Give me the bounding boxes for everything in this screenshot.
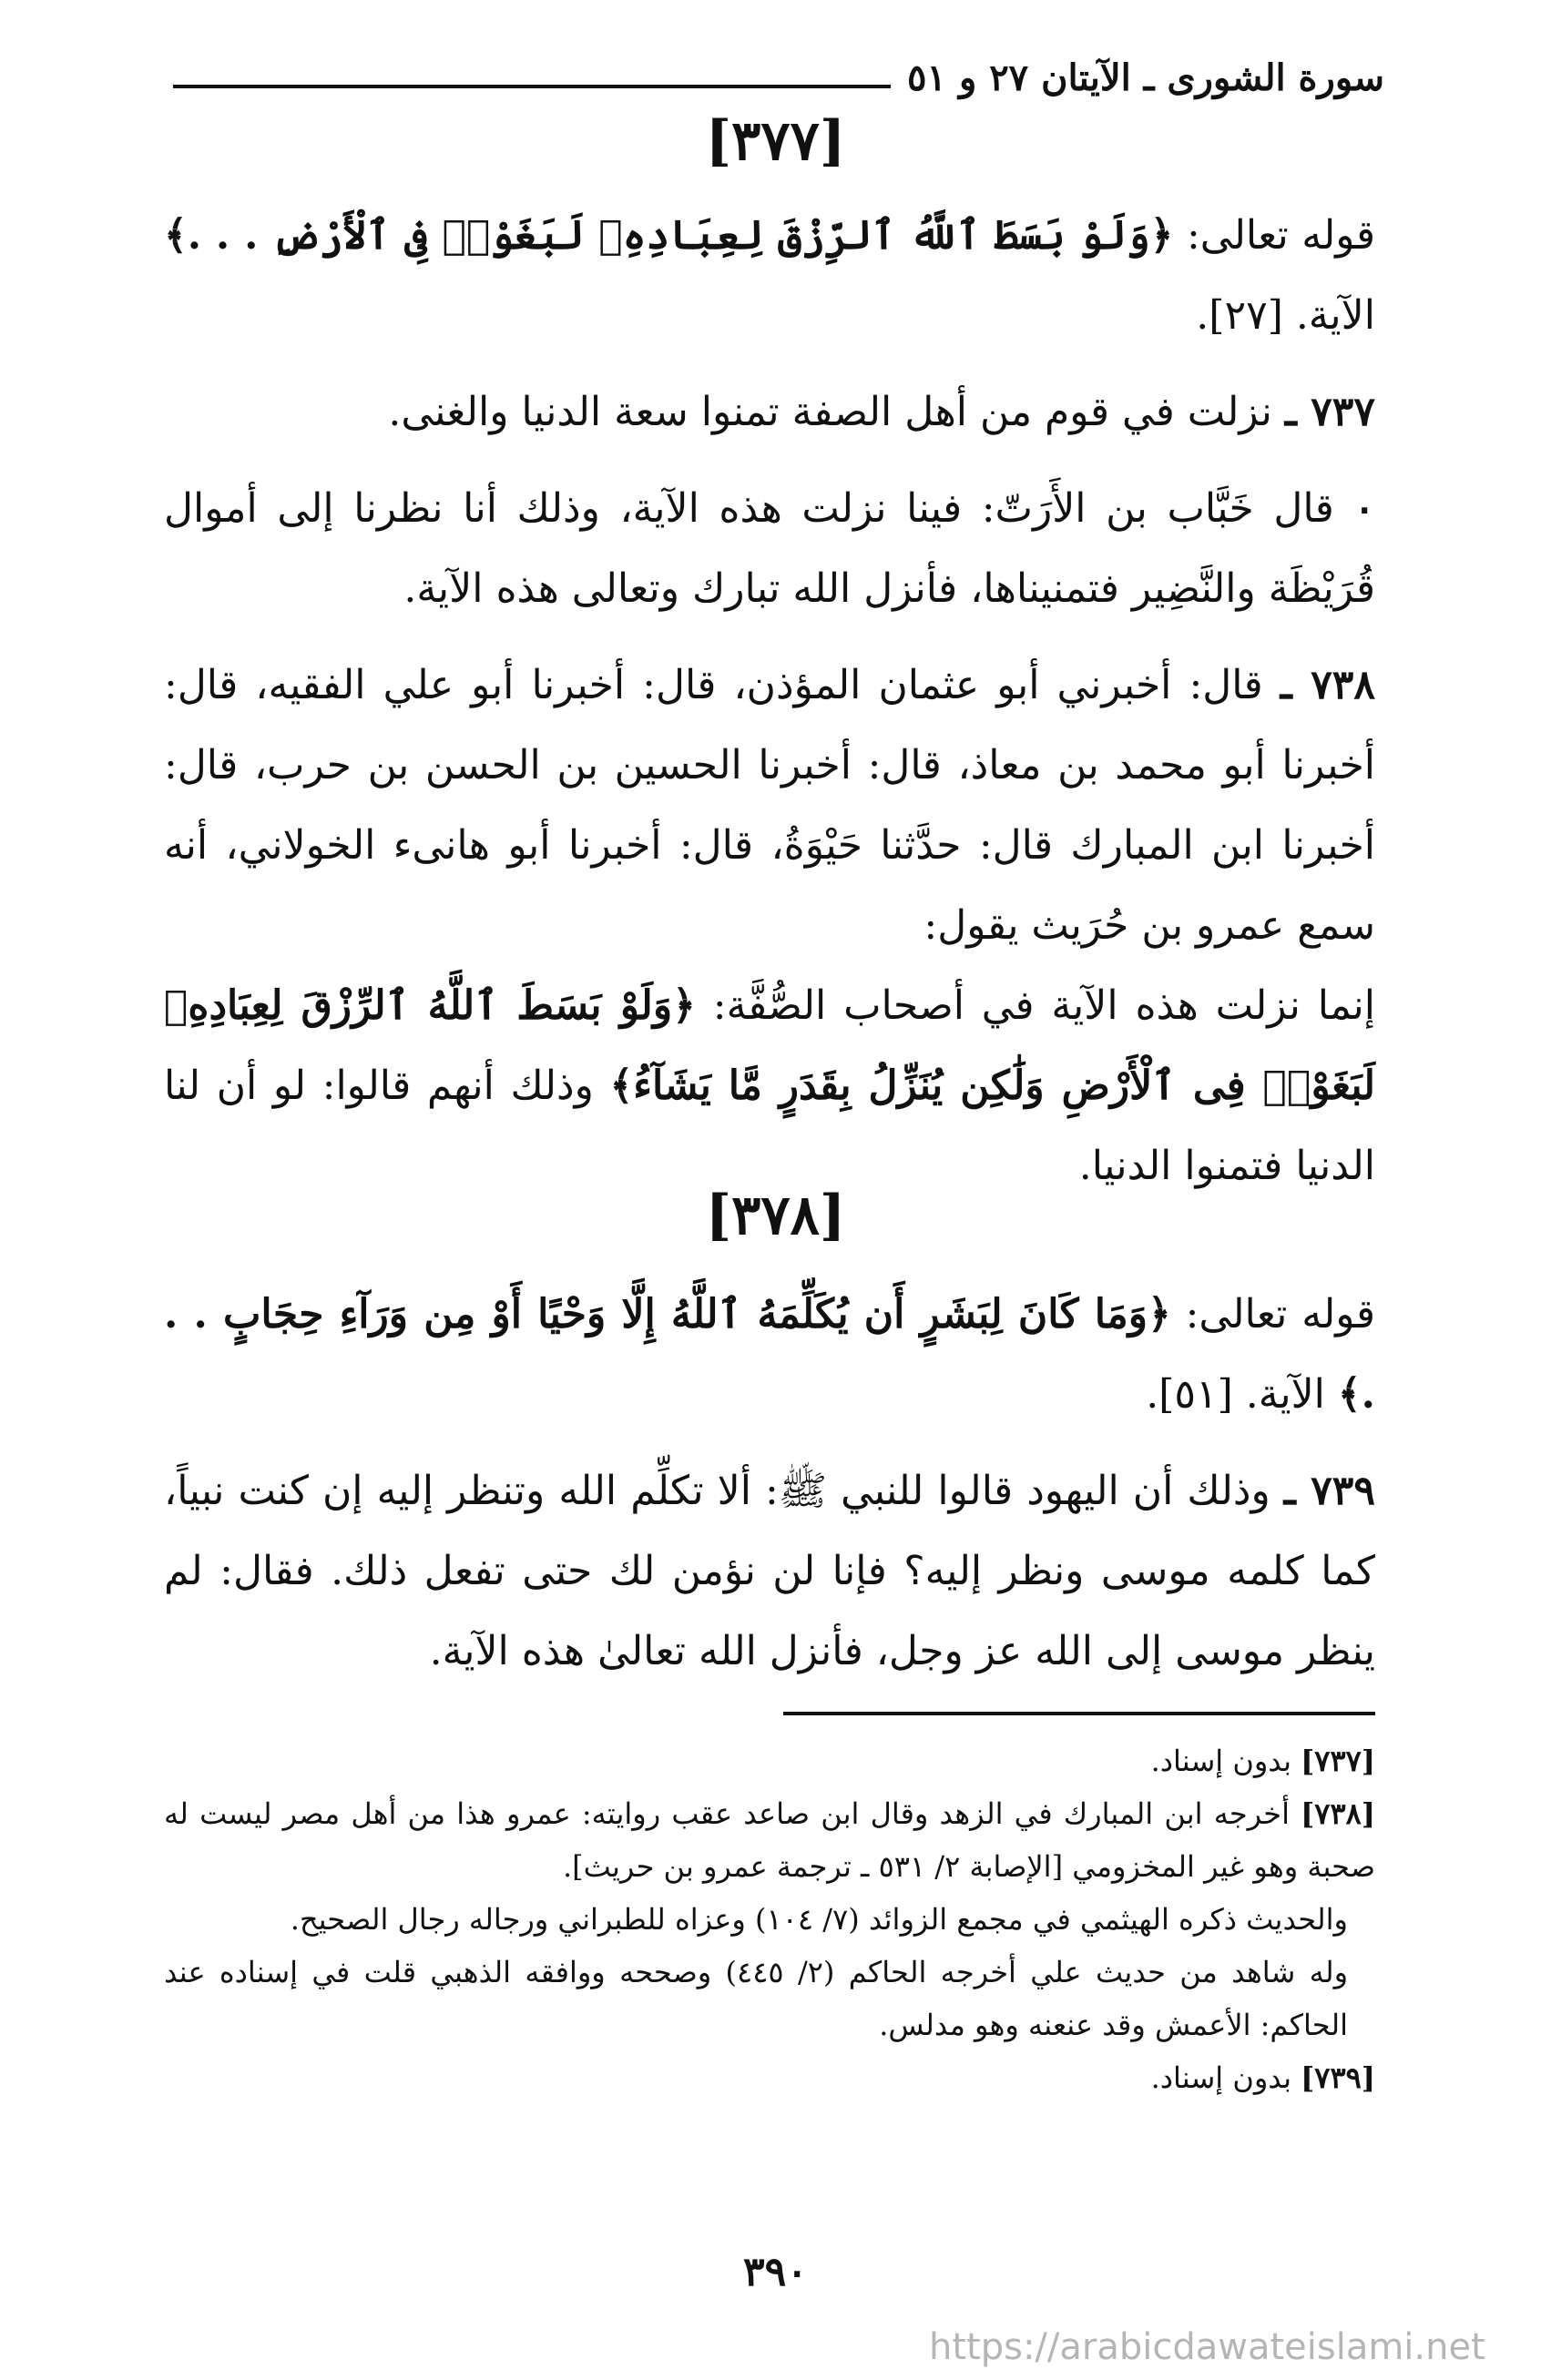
footnote-rule: [783, 1712, 1375, 1715]
hadith-738-continued: [164, 966, 1375, 1206]
running-header: [173, 56, 1384, 99]
footnote-738-p2: والحديث ذكره الهيثمي في مجمع الزوائد (٧/ ١٠٤) وعزاه للطبراني ورجاله رجال الصحيح.: [290, 1902, 1348, 1937]
footnote-738-p3: وله شاهد من حديث علي أخرجه الحاكم (٢/ ٤٤٥) وصححه ووافقه الذهبي قلت في إسناده عند الحاكم: الأعمش وقد عنعنه وهو مدلس.: [164, 1955, 1349, 2042]
hadith-text-737: نزلت في قوم من أهل الصفة تمنوا سعة الدنيا والغنى.: [388, 389, 1285, 435]
quran-verse-27-full: ﴿وَلَوْ بَسَطَ ٱللَّهُ ٱلرِّزْقَ لِعِبَادِهِۦ لَبَغَوْا۟ فِى ٱلْأَرْضِ وَلَٰكِن يُنَزِّلُ بِقَدَرٍ مَّا يَشَآءُ﴾: [164, 982, 1376, 1109]
verse-intro: قوله تعالى:: [1173, 212, 1376, 259]
narration-mark: ٠: [1353, 485, 1376, 532]
footnote-ref-737: [٧٣٧]: [1301, 1744, 1375, 1778]
watermark-url: https://arabicdawateislami.net: [929, 2326, 1485, 2368]
verse-paragraph-27: [164, 196, 1375, 356]
hadith-number-739: ٧٣٩ ـ: [1283, 1468, 1375, 1514]
footnote-739: [164, 2051, 1375, 2104]
hadith-text-738: قال: أخبرني أبو عثمان المؤذن، قال: أخبرنا أبو علي الفقيه، قال: أخبرنا أبو محمد بن معاذ، قال: أخبرنا الحسين بن الحسن بن حرب، قال: أخبرنا ابن المبارك قال: حدَّثنا حَيْوَةُ، قال: أخبرنا أبو هانىء الخولاني، أنه سمع عمرو بن حُرَيث يقول:: [164, 662, 1375, 949]
footnote-ref-738: [٧٣٨]: [1301, 1796, 1375, 1831]
khabbab-text: قال خَبَّاب بن الأَرَتّ: فينا نزلت هذه الآية، وذلك أنا نظرنا إلى أموال قُرَيْظَة والنَّضِير فتمنيناها، فأنزل الله تبارك وتعالى هذه الآية.: [164, 485, 1375, 612]
quran-verse-27: ﴿وَلَوْ بَسَطَ ٱللَّهُ ٱلرِّزْقَ لِعِبَادِهِۦ لَبَغَوْا۟ فِى ٱلْأَرْضِ . . .﴾: [164, 212, 1174, 259]
section-378-body: [164, 1275, 1375, 1692]
quran-verse-51: ﴿وَمَا كَانَ لِبَشَرٍ أَن يُكَلِّمَهُ ٱللَّهُ إِلَّا وَحْيًا أَوْ مِن وَرَآءِ حِجَابٍ . . .﴾: [164, 1291, 1375, 1418]
hadith-738-cont-b: وذلك أنهم قالوا: لو أن لنا الدنيا فتمنوا الدنيا.: [164, 1063, 1375, 1189]
footnote-text-739: بدون إسناد.: [1150, 2060, 1301, 2095]
footnote-737: [164, 1734, 1375, 1787]
hadith-number-738: ٧٣٨ ـ: [1280, 662, 1376, 708]
section-number-378: [٣٧٨]: [705, 1184, 846, 1247]
khabbab-narration: [164, 469, 1375, 629]
hadith-738: [164, 646, 1375, 966]
hadith-738-cont-a: إنما نزلت هذه الآية في أصحاب الصُّفَّة:: [695, 982, 1376, 1029]
hadith-number-737: ٧٣٧ ـ: [1284, 389, 1375, 435]
footnote-text-738: أخرجه ابن المبارك في الزهد وقال ابن صاعد عقب روايته: عمرو هذا من أهل مصر ليست له صحبة وهو غير المخزومي [الإصابة ٢/ ٥٣١ ـ ترجمة عمرو بن حريث].: [164, 1796, 1375, 1884]
page-number: ٣٩٠: [743, 2249, 808, 2295]
footnotes: [164, 1734, 1375, 2104]
header-rule: [173, 85, 891, 88]
footnote-ref-739: [٧٣٩]: [1301, 2060, 1375, 2095]
verse-ref-51: الآية. [٥١].: [1146, 1371, 1338, 1418]
hadith-739: [164, 1451, 1375, 1692]
verse-ref-27: الآية. [٢٧].: [1196, 292, 1375, 339]
footnote-text-737: بدون إسناد.: [1150, 1744, 1301, 1778]
section-number-377: [٣٧٧]: [705, 109, 846, 173]
verse-paragraph-51: [164, 1275, 1375, 1435]
running-title: سورة الشورى ـ الآيتان ٢٧ و ٥١: [907, 56, 1384, 99]
footnote-738: [164, 1787, 1375, 1893]
verse-intro-51: قوله تعالى:: [1170, 1291, 1375, 1337]
hadith-737: [164, 372, 1375, 453]
section-377-body: [164, 196, 1375, 1206]
hadith-text-739: وذلك أن اليهود قالوا للنبي ﷺ: ألا تكلِّم الله وتنظر إليه إن كنت نبياً، كما كلمه موسى ونظر إليه؟ فإنا لن نؤمن لك حتى تفعل ذلك. فقال: لم ينظر موسى إلى الله عز وجل، فأنزل الله تعالىٰ هذه الآية.: [164, 1468, 1375, 1674]
